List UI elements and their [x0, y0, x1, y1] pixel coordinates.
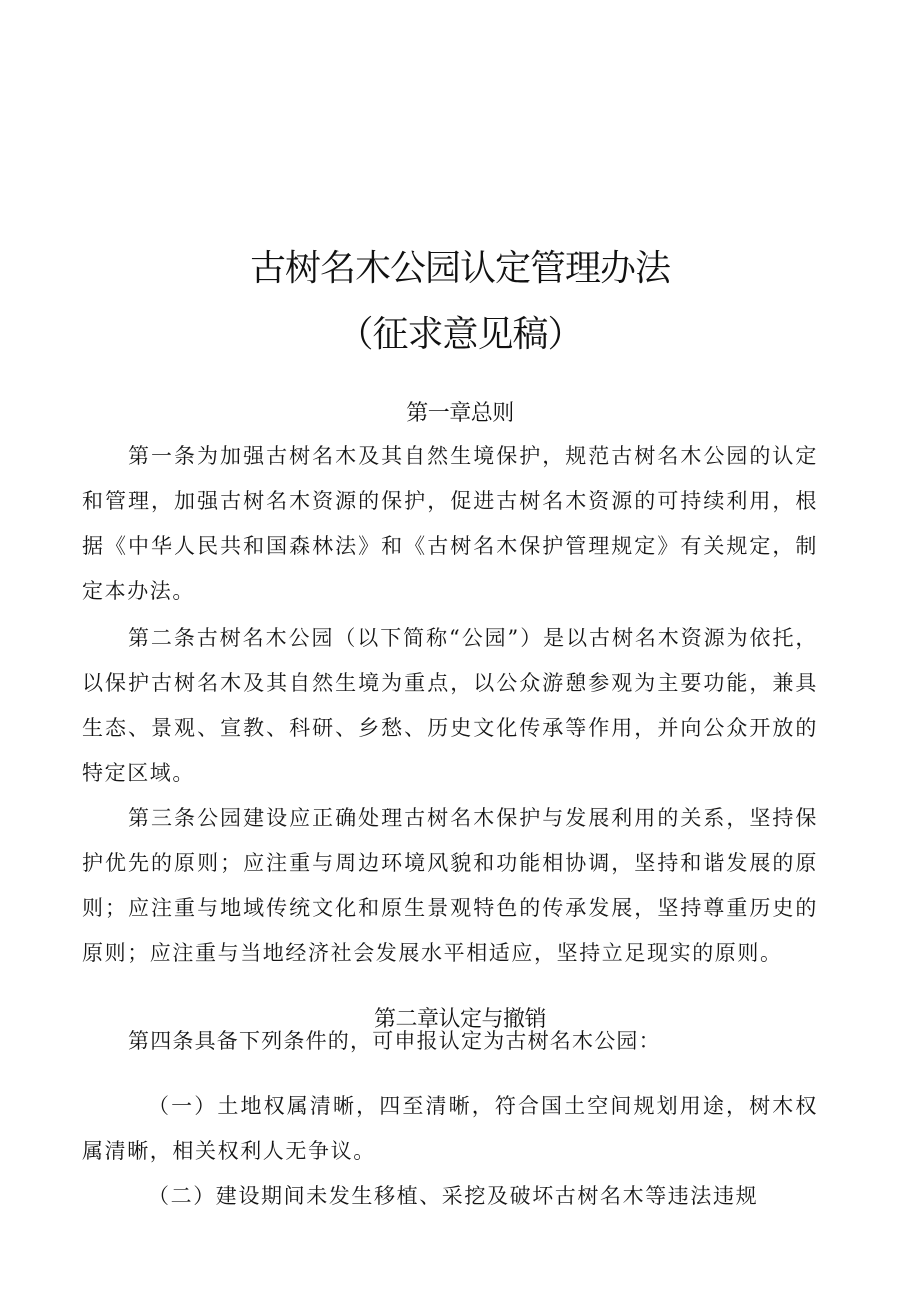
- article-3: 第三条公园建设应正确处理古树名木保护与发展利用的关系，坚持保护优先的原则；应注重与周边环境风貌和功能相协调，坚持和谐发展的原则；应注重与地域传统文化和原生景观特色的传承发展，坚持尊重历史的原则；应注重与当地经济社会发展水平相适应，坚持立足现实的原则。: [82, 806, 818, 965]
- article-4: 第四条具备下列条件的，可申报认定为古树名木公园：: [128, 1029, 661, 1053]
- article-1: 第一条为加强古树名木及其自然生境保护，规范古树名木公园的认定和管理，加强古树名木资源的保护，促进古树名木资源的可持续利用，根据《中华人民共和国森林法》和《古树名木保护管理规定》有关规定，制定本办法。: [82, 444, 818, 603]
- document-subtitle: （征求意见稿）: [337, 314, 583, 355]
- article-4-item-1: （一）土地权属清晰，四至清晰，符合国土空间规划用途，树木权属清晰，相关权利人无争议。: [82, 1094, 818, 1163]
- chapter-2-heading: 第二章认定与撤销: [373, 1007, 546, 1032]
- document-title: 古树名木公园认定管理办法: [249, 248, 670, 289]
- chapter-1-heading: 第一章总则: [406, 401, 514, 426]
- article-4-item-2: （二）建设期间未发生移植、采挖及破坏古树名木等违法违规: [148, 1184, 759, 1208]
- article-2: 第二条古树名木公园（以下简称“公园”）是以古树名木资源为依托，以保护古树名木及其自然生境为重点，以公众游憩参观为主要功能，兼具生态、景观、宣教、科研、乡愁、历史文化传承等作用，并向公众开放的特定区域。: [82, 626, 818, 785]
